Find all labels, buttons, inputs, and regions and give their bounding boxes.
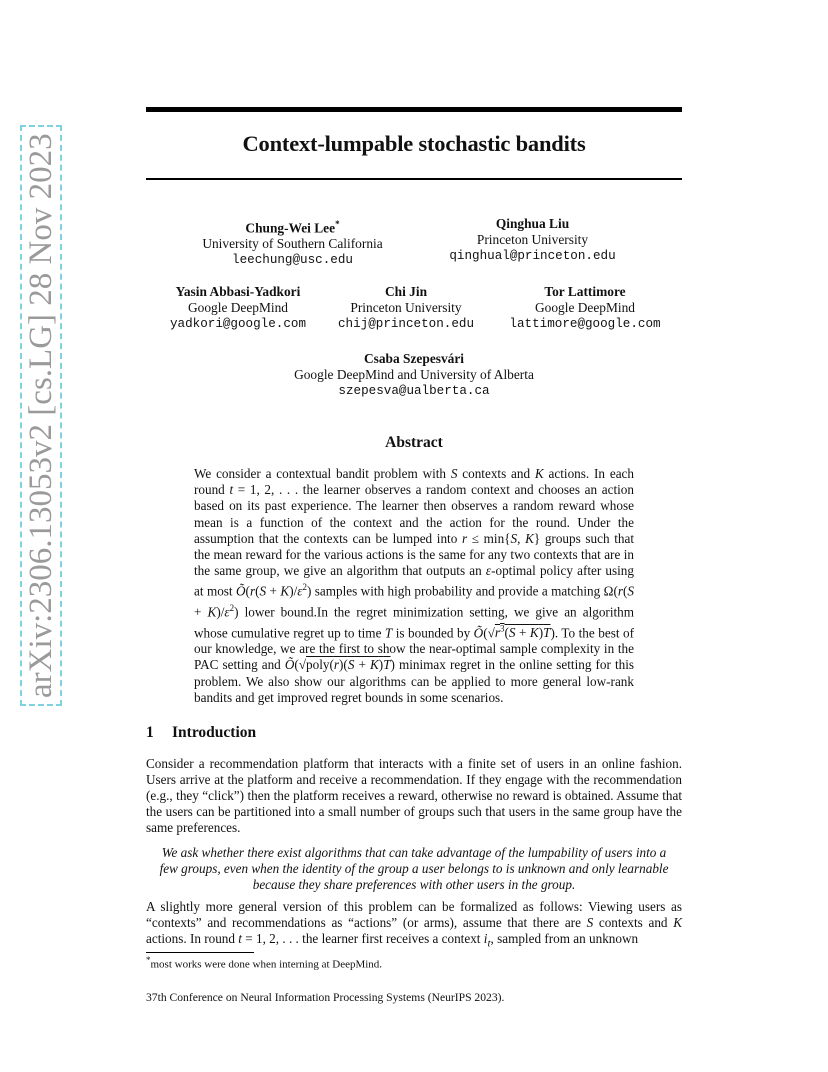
abstract-heading: Abstract <box>385 434 443 451</box>
author-email[interactable]: qinghual@princeton.edu <box>449 249 616 263</box>
author-name: Csaba Szepesvári <box>363 351 465 366</box>
title-bottom-rule <box>146 178 682 180</box>
author-block <box>485 284 685 332</box>
section-title: Introduction <box>172 724 257 741</box>
author-affiliation: Google DeepMind <box>187 300 289 315</box>
author-name: Qinghua Liu <box>495 216 570 231</box>
author-name: Chung-Wei Lee* <box>245 219 340 236</box>
footnote: *most works were done when interning at DeepMind. <box>146 955 383 971</box>
author-email[interactable]: chij@princeton.edu <box>337 317 475 331</box>
abstract-text: We consider a contextual bandit problem with S contexts and K actions. In each round t = 1, 2, . . . the learner observes a random context and chooses an action based on its past experience. The learner then observes a random reward whose mean is a function of the context and the action for the round. Under the assumption that the contexts can be lumped into r ≤ min{S, K} groups such that the mean reward for the various actions is the same for any two contexts that are in the same group, we give an algorithm that outputs an ε-optimal policy after using at most Õ(r(S + $K)/\varepsilon^2$) samples with high probability and provide a matching $\Omega(r(S + K)/\varepsilon^2)$ lower bound.In the regret minimization setting, we give an algorithm whose cumulative regret up to time T is bounded by $Õ(√r^3(S + K)T)$. To the best of our knowledge, we are the first to show the near-optimal sample complexity in the PAC setting and Õ(√poly(r)(S + K)T) minimax regret in the online setting for this problem. We also show our algorithms can be applied to more general low-rank bandits and get improved regret bounds in some scenarios. <box>194 466 635 705</box>
author-affiliation: Princeton University <box>476 232 589 247</box>
intro-paragraph-2: A slightly more general version of this problem can be formalized as follows: Viewing users as “contexts” and recommendations as “actions” (or arms), assume that there are S contexts and K actions. In round t = 1, 2, . . . the learner first receives a context $i_t$, sampled from an unknown <box>146 899 682 950</box>
author-affiliation: Google DeepMind <box>534 300 636 315</box>
footnote-rule <box>146 952 254 953</box>
intro-question: We ask whether there exist algorithms that can take advantage of the lumpability of users into a few groups, even when the identity of the group a user belongs to is unknown and only learnable because they share preferences with other users in the group. <box>159 845 669 892</box>
author-block <box>410 216 655 264</box>
section-number: 1 <box>146 724 154 741</box>
author-email[interactable]: yadkori@google.com <box>169 317 307 331</box>
intro-paragraph: Consider a recommendation platform that interacts with a finite set of users in an online fashion. Users arrive at the platform and receive a recommendation. If they engage with the recommendation (e.g., they “click”) then the platform receives a reward, otherwise no reward is obtained. Assume that the users can be partitioned into a small number of groups such that users in the same group have the same preferences. <box>146 756 682 835</box>
paper-title: Context-lumpable stochastic bandits <box>242 131 586 156</box>
author-block <box>264 351 564 399</box>
author-email[interactable]: leechung@usc.edu <box>232 253 353 268</box>
author-name: Tor Lattimore <box>544 284 626 299</box>
section-heading <box>146 724 256 742</box>
author-block <box>306 284 506 332</box>
author-name: Chi Jin <box>384 284 428 299</box>
author-name: Yasin Abbasi-Yadkori <box>175 284 301 299</box>
author-affiliation: Google DeepMind and University of Alberta <box>294 367 534 382</box>
author-email[interactable]: szepesva@ualberta.ca <box>338 384 490 398</box>
venue-note: 37th Conference on Neural Information Processing Systems (NeurIPS 2023). <box>146 991 505 1004</box>
author-block <box>170 216 415 268</box>
author-affiliation: University of Southern California <box>202 236 383 252</box>
author-affiliation: Princeton University <box>350 300 462 315</box>
author-email[interactable]: lattimore@google.com <box>509 317 661 331</box>
arxiv-stamp: arXiv:2306.13053v2 [cs.LG] 28 Nov 2023 <box>20 125 62 706</box>
title-top-rule <box>146 107 682 112</box>
